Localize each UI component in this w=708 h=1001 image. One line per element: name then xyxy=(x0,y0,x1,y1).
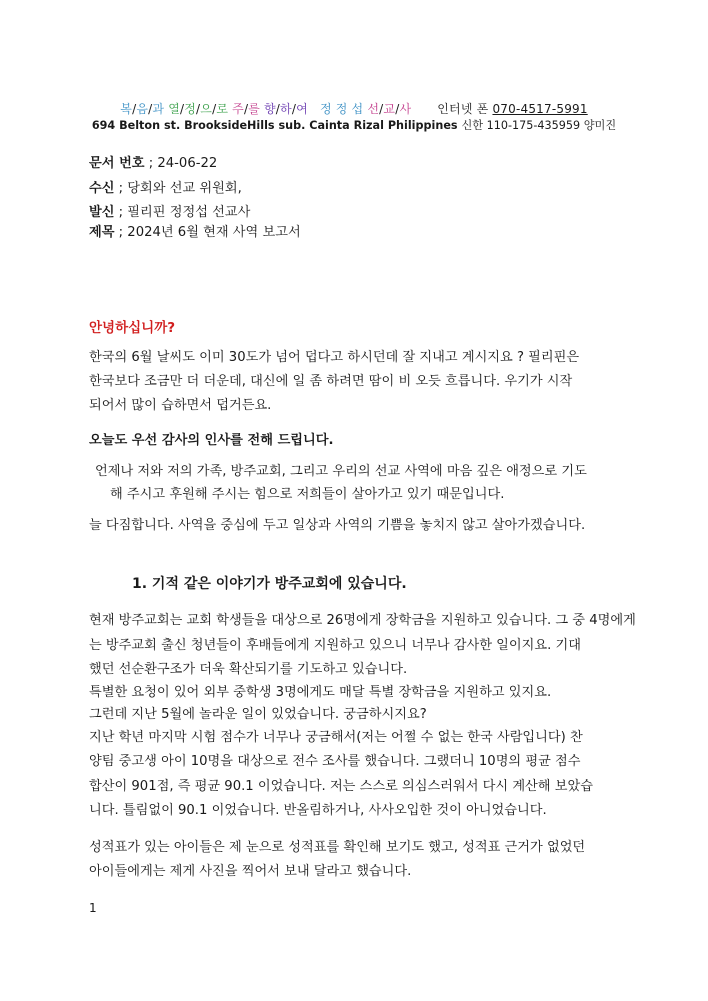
slogan-part: / xyxy=(132,102,137,116)
slogan-part: / xyxy=(243,102,249,116)
meta-label: 발신 xyxy=(89,205,115,220)
slogan-part: 선 xyxy=(367,102,380,116)
letterhead-slogan-line xyxy=(0,100,708,117)
page-number: 1 xyxy=(89,901,97,915)
slogan-part: / xyxy=(395,102,400,116)
slogan-part: 정 xyxy=(184,102,197,116)
slogan-part: / xyxy=(179,102,185,116)
section-line: 양팀 중고생 아이 10명을 대상으로 전수 조사를 했습니다. 그랬더니 10명의 평균 점수 xyxy=(89,754,581,769)
meta-label: 수신 xyxy=(89,181,115,196)
slogan-part: 복 xyxy=(120,102,133,116)
section-line: 지난 학년 마지막 시험 점수가 너무나 궁금해서(저는 어쩔 수 없는 한국 사람입니다) 찬 xyxy=(89,730,583,745)
slogan-part: 과 xyxy=(152,102,169,116)
meta-doc-number xyxy=(89,152,217,171)
slogan-part: 사 xyxy=(399,102,412,116)
phone-label: 인터넷 폰 xyxy=(437,102,489,116)
letterhead-address-line xyxy=(0,117,708,133)
slogan-part: / xyxy=(379,102,384,116)
meta-recipient xyxy=(89,177,242,196)
slogan-part: 로 xyxy=(216,102,233,116)
address: 694 Belton st. BrooksideHills sub. Cainta Rizal Philippines xyxy=(91,119,458,132)
greeting: 안녕하십니까? xyxy=(89,320,176,336)
phone-number: 070-4517-5991 xyxy=(492,102,588,116)
slogan-part: 교 xyxy=(383,102,396,116)
slogan-part: 열 xyxy=(168,102,180,116)
section-line: 니다. 틀림없이 90.1 이었습니다. 반올림하거나, 사사오입한 것이 아니었습니다. xyxy=(89,803,547,818)
slogan-part: / xyxy=(196,102,201,116)
meta-value: ; 필리핀 정정섭 선교사 xyxy=(114,205,251,220)
slogan-part: 주 xyxy=(232,102,244,116)
section-line: 특별한 요청이 있어 외부 중학생 3명에게도 매달 특별 장학금을 지원하고 있지요. xyxy=(89,685,552,700)
slogan-part: 으 xyxy=(200,102,213,116)
slogan-part: 여 xyxy=(296,102,320,116)
slogan-part: / xyxy=(275,102,281,116)
thanks-line: 해 주시고 후원해 주시는 힘으로 저희들이 살아가고 있기 때문입니다. xyxy=(110,487,505,502)
meta-sender xyxy=(89,201,250,220)
thanks-heading: 오늘도 우선 감사의 인사를 전해 드립니다. xyxy=(89,433,334,448)
meta-subject xyxy=(89,221,301,240)
slogan-part: 정 정 섭 xyxy=(319,102,368,116)
slogan-part: / xyxy=(212,102,217,116)
meta-label: 문서 번호 xyxy=(89,156,145,171)
section-line: 했던 선순환구조가 더욱 확산되기를 기도하고 있습니다. xyxy=(89,662,408,677)
intro-line: 한국의 6월 날씨도 이미 30도가 넘어 덥다고 하시던데 잘 지내고 계시지요 ? 필리핀은 xyxy=(89,350,580,365)
section-title: 1. 기적 같은 이야기가 방주교회에 있습니다. xyxy=(132,576,407,592)
slogan-part: 향 xyxy=(264,102,276,116)
slogan-part: 하 xyxy=(280,102,292,116)
meta-value: ; 2024년 6월 현재 사역 보고서 xyxy=(114,225,301,240)
meta-label: 제목 xyxy=(89,225,115,240)
slogan-part: 음 xyxy=(136,102,149,116)
bank-account: 신한 110-175-435959 양미진 xyxy=(461,119,617,132)
closing-line: 성적표가 있는 아이들은 제 눈으로 성적표를 확인해 보기도 했고, 성적표 근거가 없었던 xyxy=(89,840,586,855)
section-line: 는 방주교회 출신 청년들이 후배들에게 지원하고 있으니 너무나 감사한 일이지요. 기대 xyxy=(89,638,581,653)
meta-value: ; 24-06-22 xyxy=(144,156,218,171)
thanks-line: 언제나 저와 저의 가족, 방주교회, 그리고 우리의 선교 사역에 마음 깊은 애정으로 기도 xyxy=(95,464,587,479)
intro-line: 되어서 많이 습하면서 덥거든요. xyxy=(89,398,272,413)
section-line: 합산이 901점, 즉 평균 90.1 이었습니다. 저는 스스로 의심스러워서 다시 계산해 보았습 xyxy=(89,779,593,794)
meta-value: ; 당회와 선교 위원회, xyxy=(114,181,242,196)
section-line: 현재 방주교회는 교회 학생들을 대상으로 26명에게 장학금을 지원하고 있습니다. 그 중 4명에게 xyxy=(89,613,636,628)
slogan-part: / xyxy=(148,102,153,116)
intro-line: 한국보다 조금만 더 더운데, 대신에 일 좀 하려면 땀이 비 오듯 흐릅니다. 우기가 시작 xyxy=(89,374,573,389)
closing-line: 아이들에게는 제게 사진을 찍어서 보내 달라고 했습니다. xyxy=(89,864,412,879)
slogan xyxy=(120,102,411,116)
slogan-part: 를 xyxy=(248,102,264,116)
slogan-part: / xyxy=(291,102,297,116)
section-line: 그런데 지난 5월에 놀라운 일이 있었습니다. 궁금하시지요? xyxy=(89,707,427,722)
resolve-line: 늘 다짐합니다. 사역을 중심에 두고 일상과 사역의 기쁨을 놓치지 않고 살아가겠습니다. xyxy=(89,518,586,533)
